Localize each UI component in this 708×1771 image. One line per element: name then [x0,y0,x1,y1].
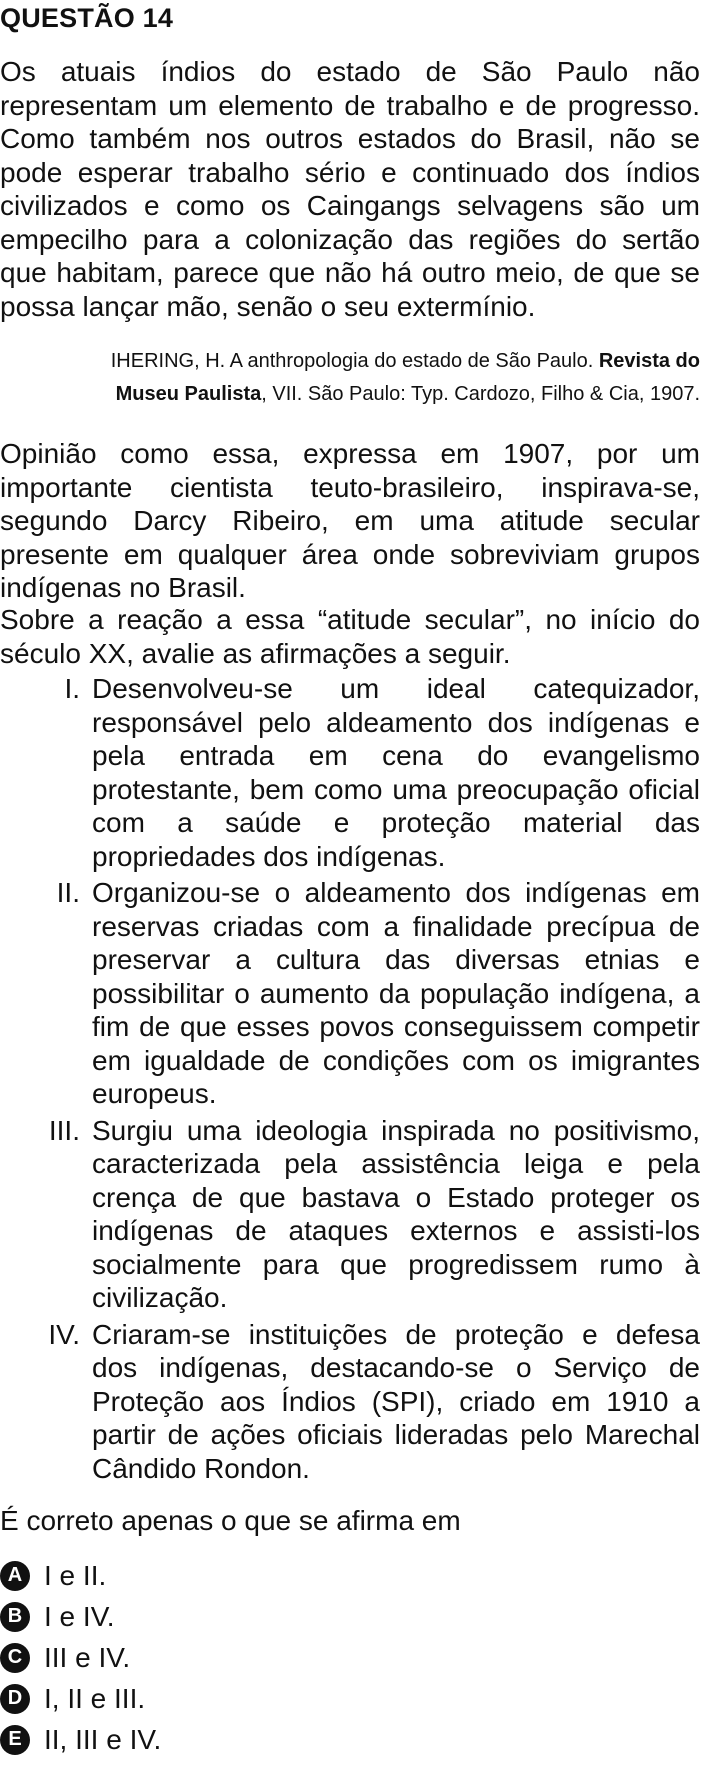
statement-item [0,1318,700,1486]
source-text: Os atuais índios do estado de São Paulo não representam um elemento de trabalho e de progresso. Como também nos outros estados do Brasil, não se pode esperar trabalho sério e continuado dos índios civilizados e como os Caingangs selvagens são um empecilho para a colonização das regiões do sertão que habitam, parece que não há outro meio, de que se possa lançar mão, senão o seu extermínio. [0,56,700,322]
statement-number: I. [64,673,80,704]
instruction-text: Sobre a reação a essa “atitude secular”, no início do século XX, avalie as afirmações a seguir. [0,604,700,669]
statement-item [0,1114,700,1315]
statement-number: IV. [48,1318,80,1350]
citation-journal: Revista do Museu Paulista [115,350,700,405]
option-letter-badge: D [0,1684,30,1714]
statement-number: III. [48,1114,80,1146]
option-text: I, II e III. [44,1683,146,1714]
option-letter-badge: E [0,1725,30,1755]
option-d[interactable] [0,1678,161,1719]
context-text: Opinião como essa, expressa em 1907, por um importante cientista teuto-brasileiro, inspirava-se, segundo Darcy Ribeiro, em uma atitude secular presente em qualquer área onde sobreviviam grupos indígenas no Brasil. [0,438,700,603]
option-text: II, III e IV. [44,1724,162,1755]
option-letter-badge: C [0,1643,30,1673]
option-text: I e IV. [44,1601,115,1632]
option-b[interactable] [0,1596,161,1637]
option-a[interactable] [0,1555,161,1596]
citation-details: , VII. São Paulo: Typ. Cardozo, Filho & Cia, 1907. [261,383,700,405]
statement-item [0,672,700,873]
citation [60,345,700,411]
statement-text: Organizou-se o aldeamento dos indígenas em reservas criadas com a finalidade precípua de preservar a cultura das diversas etnias e possibilitar o aumento da população indígena, a fim de que esses povos conseguissem competir em igualdade de condições com os imigrantes europeus. [92,877,700,1109]
option-c[interactable] [0,1637,161,1678]
statement-text: Desenvolveu-se um ideal catequizador, responsável pelo aldeamento dos indígenas e pela entrada em cena do evangelismo protestante, bem como uma preocupação oficial com a saúde e proteção material das propriedades dos indígenas. [92,673,700,872]
option-text: I e II. [44,1560,107,1591]
question-title: QUESTÃO 14 [0,3,174,33]
option-letter-badge: A [0,1561,30,1591]
option-e[interactable] [0,1719,161,1760]
question-prompt: É correto apenas o que se afirma em [0,1505,461,1536]
option-text: III e IV. [44,1642,131,1673]
option-letter-badge: B [0,1602,30,1632]
statement-text: Criaram-se instituições de proteção e defesa dos indígenas, destacando-se o Serviço de Proteção aos Índios (SPI), criado em 1910 a partir de ações oficiais lideradas pelo Marechal Cândido Rondon. [92,1318,700,1484]
statement-item [0,876,700,1111]
statement-number: II. [56,877,80,908]
statements-list [0,672,700,1488]
statement-text: Surgiu uma ideologia inspirada no positivismo, caracterizada pela assistência leiga e pela crença de que bastava o Estado proteger os indígenas de ataques externos e assisti-los socialmente para que progredissem rumo à civilização. [92,1114,700,1313]
citation-author: IHERING, H. A anthropologia do estado de São Paulo. [110,350,599,372]
answer-options [0,1555,161,1760]
